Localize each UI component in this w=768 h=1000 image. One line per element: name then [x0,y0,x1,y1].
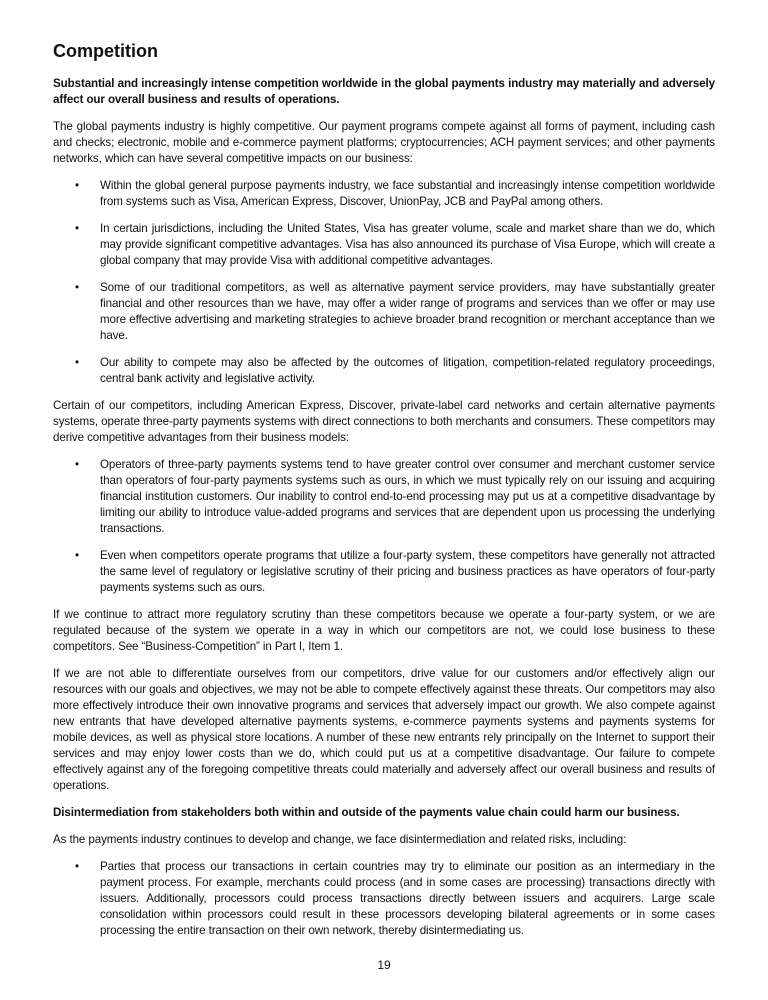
bullet-item [53,859,715,939]
bullet-icon: • [75,458,80,471]
bullet-item [53,280,715,344]
bullet-text: In certain jurisdictions, including the United States, Visa has greater volume, scale and market share than we do, which may provide significant competitive advantages. Visa has also announced its purchase of Visa Europe, which will create a global company that may provide Visa with additional competitive advantages. [100,222,715,267]
paragraph: The global payments industry is highly competitive. Our payment programs compete against all forms of payment, including cash and checks; electronic, mobile and e-commerce payment platforms; cryptocurrencies; ACH payment services; and other payments networks, which can have several competitive impacts on our business: [53,120,715,165]
bullet-item [53,457,715,537]
paragraph: Certain of our competitors, including American Express, Discover, private-label card networks and certain alternative payments systems, operate three-party payments systems with direct connections to both merchants and consumers. These competitors may derive competitive advantages from their business models: [53,399,715,444]
bullet-item [53,548,715,596]
bullet-text: Operators of three-party payments systems tend to have greater control over consumer and merchant customer service than operators of four-party payments systems such as ours, in which we must typically rely on our issuing and acquiring financial institution customers. Our inability to control end-to-end processing may put us at a competitive disadvantage by limiting our ability to introduce value-added programs and services that are dependent upon us processing the underlying transactions. [100,458,715,535]
risk-factor-heading: Disintermediation from stakeholders both within and outside of the payments value chain could harm our business. [53,806,680,819]
paragraph: If we continue to attract more regulatory scrutiny than these competitors because we operate a four-party system, or we are regulated because of the system we operate in a way in which our competitors are not, we could lose business to these competitors. See “Business-Competition” in Part I, Item 1. [53,608,715,653]
bullet-item [53,178,715,210]
paragraph: As the payments industry continues to develop and change, we face disintermediation and related risks, including: [53,833,627,846]
paragraph: If we are not able to differentiate ourselves from our competitors, drive value for our customers and/or effectively align our resources with our goals and objectives, we may not be able to compete effectively against these threats. Our competitors may also more effectively introduce their own innovative programs and services that adversely impact our growth. We also compete against new entrants that have developed alternative payments systems, e-commerce payments systems and payments systems for mobile devices, as well as physical store locations. A number of these new entrants rely principally on the Internet to support their services and may enjoy lower costs than we do, which could put us at a competitive disadvantage. Our failure to compete effectively against any of the foregoing competitive threats could materially and adversely affect our overall business and results of operations. [53,667,715,792]
page-number: 19 [377,958,391,972]
bullet-text: Some of our traditional competitors, as well as alternative payment service providers, may have substantially greater financial and other resources than we have, may offer a wider range of programs and services than we offer or may use more effective advertising and marketing strategies to achieve broader brand recognition or merchant acceptance than we have. [100,281,715,342]
bullet-icon: • [75,222,80,235]
bullet-icon: • [75,179,80,192]
risk-factor-heading: Substantial and increasingly intense competition worldwide in the global payments industry may materially and adversely affect our overall business and results of operations. [53,77,715,106]
bullet-icon: • [75,281,80,294]
bullet-text: Even when competitors operate programs that utilize a four-party system, these competitors have generally not attracted the same level of regulatory or legislative scrutiny of their pricing and business practices as have operators of four-party payments systems such as ours. [100,549,715,594]
section-heading: Competition [53,41,158,61]
bullet-text: Our ability to compete may also be affected by the outcomes of litigation, competition-related regulatory proceedings, central bank activity and legislative activity. [100,356,715,385]
body-text [53,76,715,939]
bullet-icon: • [75,549,80,562]
bullet-icon: • [75,356,80,369]
bullet-item [53,221,715,269]
bullet-icon: • [75,860,80,873]
bullet-text: Within the global general purpose payments industry, we face substantial and increasingly intense competition worldwide from systems such as Visa, American Express, Discover, UnionPay, JCB and PayPal among others. [100,179,715,208]
bullet-text: Parties that process our transactions in certain countries may try to eliminate our position as an intermediary in the payment process. For example, merchants could process (and in some cases are processing) transactions directly with issuers. Additionally, processors could process transactions directly between issuers and acquirers. Large scale consolidation within processors could result in these processors developing bilateral agreements or in some cases processing the entire transaction on their own network, thereby disintermediating us. [100,860,715,937]
document-page [53,40,715,950]
bullet-item [53,355,715,387]
